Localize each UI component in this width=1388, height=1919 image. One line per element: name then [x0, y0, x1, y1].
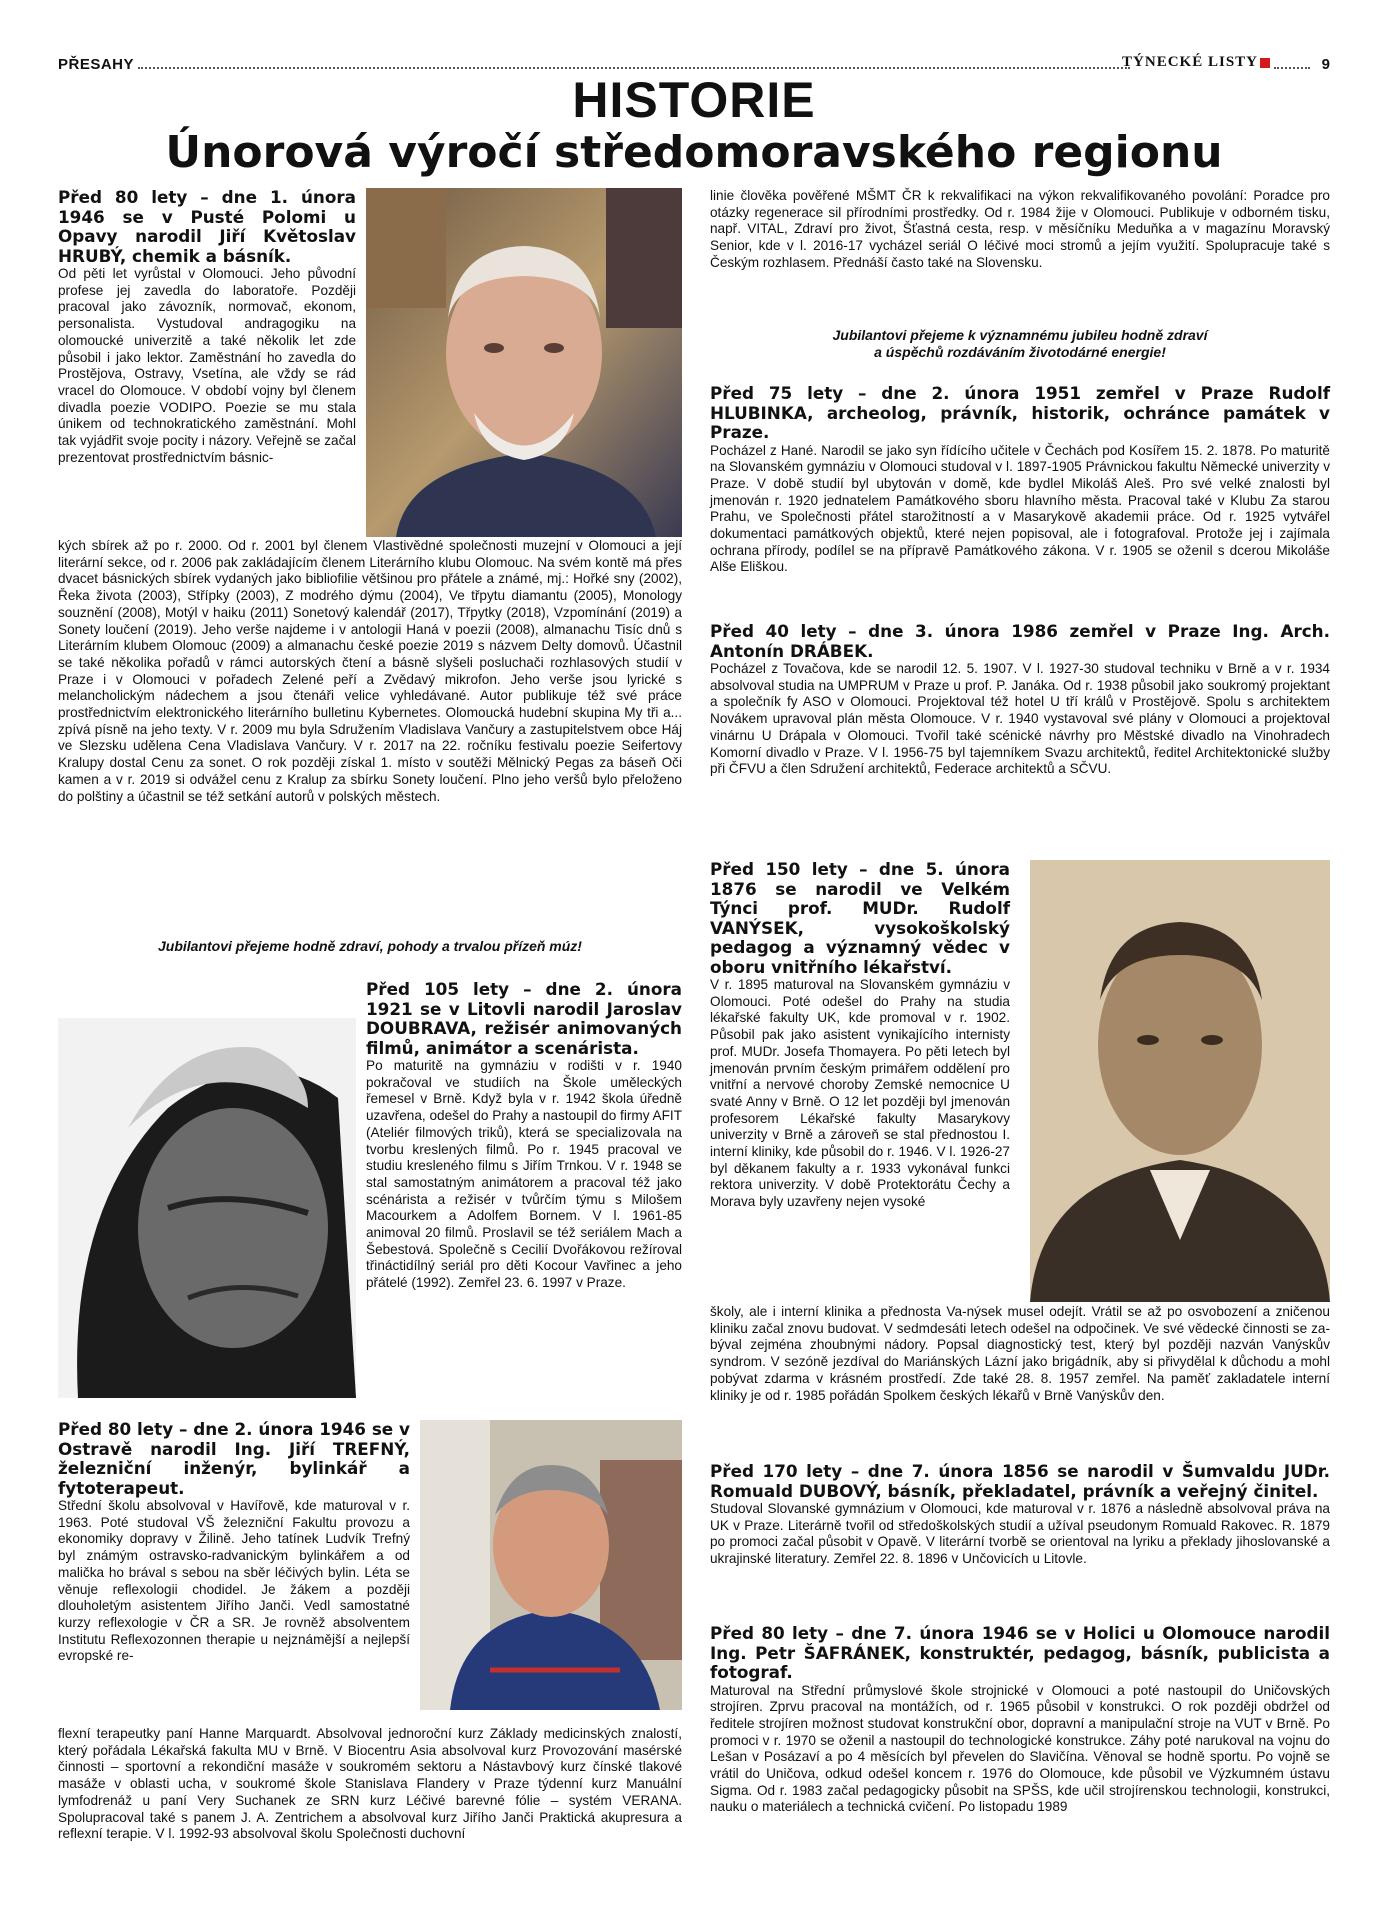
- article-hruby-wish: Jubilantovi přejeme hodně zdraví, pohody a trvalou přízeň múz!: [158, 938, 582, 954]
- article-hruby-intro: [58, 188, 356, 466]
- article-drabek-lead: Před 40 lety – dne 3. února 1986 zemřel v Praze Ing. Arch. Antonín DRÁBEK.: [710, 621, 1330, 661]
- article-vanysek-intro: [710, 860, 1010, 1211]
- article-hruby-lead: Před 80 lety – dne 1. února 1946 se v Pusté Polomi u Opavy narodil Jiří Květoslav HRUBÝ, chemik a básník.: [58, 187, 356, 266]
- article-hlubinka: [710, 384, 1330, 576]
- article-drabek-body: Pocházel z Tovačova, kde se narodil 12. 5. 1907. V l. 1927-30 studoval techniku v Brně a v r. 1934 absolvoval studia na UMPRUM v Praze u prof. P. Janáka. Od r. 1938 působil jako soukromý projektant a společník fy ASO v Olomouci. Projektoval též hotel U tří králů v Prostějově. Spolu s architektem Novákem upravoval plán města Olomouce. V r. 1940 vystavoval své plány v Olomouci a projektoval vinárnu U Drápala v Olomouci. Tvořil také scénické návrhy pro Městské divadlo na Vinohradech Komorní divadlo v Praze. V l. 1956-75 byl tajemníkem Svazu architektů, ředitel Architektonické služby při ČFVU a člen Sdružení architektů, Federace architektů a SČVU.: [710, 661, 1330, 777]
- portrait-hruby: [366, 188, 682, 537]
- wish-line-2: a úspěchů rozdáváním životodárné energie!: [874, 344, 1166, 360]
- article-drabek: [710, 622, 1330, 778]
- header-rule: [138, 67, 1130, 69]
- wish-line-1: Jubilantovi přejeme k významnému jubileu hodně zdraví: [832, 327, 1208, 343]
- article-safranek: [710, 1624, 1330, 1816]
- portrait-trefny: [420, 1420, 682, 1710]
- article-trefny-intro: [58, 1420, 410, 1665]
- article-trefny-body-wide: flexní terapeutky paní Hanne Marquardt. Absolvoval jednoroční kurz Základy medicinských znalostí, který pořádala Lékařská fakulta MU v Brně. V Biocentru Asia absolvoval kurz Provozování masérské činnosti – sportovní a rekondiční masáže v soukromém sektoru a Nástavbový kurz čínské tlakové masáže v oblasti ucha, v soukromé škole Stanislava Flandery v Praze týdenní kurz Manuální lymfodrenáž u paní Very Suchanek ze SRN kurz Léčivé barevné fólie – systém VERANA. Spolupracoval také s panem J. A. Zentrichem a absolvoval kurz Jiřího Janči Praktická akupresura a reflexní terapie. V l. 1992-93 absolvoval školu Společnosti duchovní: [58, 1726, 682, 1842]
- article-dubovy-lead: Před 170 lety – dne 7. února 1856 se narodil v Šumvaldu JUDr. Romuald DUBOVÝ, básník, překladatel, právník a veřejný činitel.: [710, 1461, 1330, 1501]
- article-vanysek-lead: Před 150 lety – dne 5. února 1876 se narodil ve Velkém Týnci prof. MUDr. Rudolf VANÝSEK, vysokoškolský pedagog a významný vědec v oboru vnitřního lékařství.: [710, 859, 1010, 977]
- section-label: PŘESAHY: [58, 56, 135, 73]
- article-hruby-body-wide: kých sbírek až po r. 2000. Od r. 2001 byl členem Vlastivědné společnosti muzejní v Olomouci a její literární sekce, od r. 2006 pak zakládajícím členem Literárního klubu Olomouc. Na svém kontě má přes dvacet básnických sbírek vydaných jako bibliofilie většinou pro přátele a známé, mj.: Hořké sny (2002), Řeka života (2003), Střípky (2003), Z modrého dýmu (2004), Ve třpytu diamantu (2005), Monology souznění (2008), Motýl v haiku (2011) Sonetový kalendář (2017), Třpytky (2018), Vzpomínání (2019) a Sonety loučení (2019). Jeho verše najdeme i v antologii Haná v poezii (2008), almanachu Tisíc dnů s Literárním klubem Olomouc (2009) a almanachu české poezie 2019 s názvem Delty domovů. Účastnil se také několika pořadů v rámci autorských čtení a básně slyšeli posluchači rozhlasových studií v Praze i v Olomouci v pořadech Zelené peří a Zvědavý mikrofon. Jeho verše jsou lyrické s melancholickým nádechem a jsou čtenáři velice vyhledávané. Autor publikuje též své práce prostřednictvím elektronického literárního bulletinu Kybernetes. Olomoucká hudební skupina My tři a... zpívá písně na jeho texty. V r. 2009 mu byla Sdružením Vladislava Vančury a zastupitelstvem obce Háj ve Slezsku udělena Cena Vladislava Vančury. V r. 2017 na 22. ročníku festivalu poezie Seifertovy Kralupy dostal Cenu za sonet. O rok později získal 1. místo v soutěži Mělnický Pegas za báseň Oči kamen a v r. 2019 si odvážel cenu z Kralup za sbírku Sonety loučení. Plno jeho veršů bylo přeloženo do polštiny a účastnil se též setkání autorů v polských městech.: [58, 538, 682, 804]
- article-trefny-continued: [58, 1726, 682, 1843]
- portrait-doubrava: [58, 978, 356, 1398]
- article-vanysek-continued: [710, 1304, 1330, 1404]
- article-safranek-lead: Před 80 lety – dne 7. února 1946 se v Holici u Olomouce narodil Ing. Petr ŠAFRÁNEK, konstruktér, pedagog, básník, publicista a fotograf.: [710, 1623, 1330, 1682]
- header-rule-right: [1274, 67, 1310, 69]
- article-doubrava-body: Po maturitě na gymnáziu v rodišti v r. 1940 pokračoval ve studiích na Škole uměleckých řemesel v Brně. Když byla v r. 1942 škola úředně uzavřena, odešel do Prahy a nastoupil do firmy AFIT (Ateliér filmových triků), která se specializovala na tvorbu kreslených filmů. Po r. 1945 pracoval ve studiu kresleného filmu s Jiřím Trnkou. V r. 1948 se stal samostatným animátorem a pracoval též jako scénárista a režisér v tvůrčím týmu s Milošem Macourkem a Adolfem Bornem. V l. 1961-85 animoval 20 filmů. Proslavil se též seriálem Mach a Šebestová. Společně s Cecilií Dvořákovou režíroval třináctidílný seriál pro děti Kocour Vavřinec a jeho přátelé (1992). Zemřel 23. 6. 1997 v Praze.: [366, 1058, 682, 1291]
- page-subtitle: Únorová výročí středomoravského regionu: [165, 127, 1223, 178]
- article-vanysek-body-wide: školy, ale i interní klinika a přednosta Va-nýsek musel odejít. Vrátil se až po osvobození a zničenou kliniku začal znovu budovat. V sedmdesáti letech odešel na odpočinek. Ve své vědecké činnosti se za-býval zejména zhoubnými nádory. Popsal diagnostický test, který byl později nazván Vanýskův syndrom. V sezóně jezdíval do Mariánských Lázní jako brigádník, aby si přivydělal k důchodu a mohl pobývat zdarma v krásném prostředí. Zde také 28. 8. 1957 zemřel. Na paměť zakladatele interní kliniky je od r. 1985 pořádán Spolkem českých lékařů v Brně Vanýskův den.: [710, 1304, 1330, 1403]
- article-hruby-body-narrow: Od pěti let vyrůstal v Olomouci. Jeho původní profese jej zavedla do laboratoře. Později pracoval jako závozník, normovač, ekonom, personalista. Vystudoval andragogiku na olomoucké univerzitě a také několik let zde působil i jako lektor. Zaměstnání ho zavedla do Prostějova, Ostravy, Vsetína, ale vždy se rád vracel do Olomouce. V období vojny byl členem divadla poezie VODIPO. Poezie se mu stala únikem od technokratického zaměstnání. Mohl tak vyjádřit svoje pocity i názory. Veřejně se začal prezentovat prostřednictvím básnic-: [58, 266, 356, 465]
- article-hruby-continued: [58, 538, 682, 805]
- newspaper-brand: TÝNECKÉ LISTY: [1122, 54, 1258, 70]
- article-trefny-cont-body: linie člověka pověřené MŠMT ČR k rekvalifikaci na výkon rekvalifikovaného povolání: Poradce pro otázky regenerace sil přírodními prostředky. Od r. 1984 žije v Olomouci. Publikuje v odborném tisku, např. VITAL, Zdraví pro život, Šťastná cesta, resp. v měsíčníku Meduňka a v magazínu Moravský Senior, kde v l. 2016-17 vycházel seriál O léčivé moci stromů a jejím využití. Spolupracuje také s Českým rozhlasem. Přednáší často také na Slovensku.: [710, 188, 1330, 270]
- article-doubrava: [366, 980, 682, 1292]
- article-vanysek-body-narrow: V r. 1895 maturoval na Slovanském gymnáziu v Olomouci. Poté odešel do Prahy na studia lékařské fakulty UK, kde promoval v r. 1902. Působil pak jako asistent vynikajícího internisty prof. MUDr. Josefa Thomayera. Po pěti letech byl jmenován prvním českým primářem oddělení pro vnitřní a nervové choroby Zemské nemocnice U svaté Anny v Brně. O 12 let později byl jmenován profesorem Lékařské fakulty Masarykovy univerzity v Brně a zároveň se stal přednostou I. interní kliniky, kde působil do r. 1946. V l. 1926-27 byl děkanem fakulty a r. 1933 vykonával funkci rektora univerzity. V době Protektorátu Čechy a Morava byly uzavřeny nejen vysoké: [710, 977, 1010, 1210]
- page-number: 9: [1321, 56, 1330, 73]
- article-trefny-tail: [710, 188, 1330, 272]
- brand-logo-icon: [1260, 58, 1270, 68]
- article-safranek-body: Maturoval na Střední průmyslové škole strojnické v Olomouci a poté nastoupil do Uničovských strojíren. Zprvu pracoval na montážích, od r. 1965 působil v konstrukci. O rok později obdržel od ředitele strojíren možnost studovat konstrukční obor, dopravní a manipulační stroje na VUT v Brně. Po promoci v r. 1970 se oženil a nastoupil do technologické konstrukce. Záhy poté narukoval na vojnu do Lešan v Posázaví a po 4 měsících byl převelen do Slavičína. Věnoval se hodně sportu. Po vojně se vrátil do Uničova, odkud odešel koncem r. 1976 do Olomouce, kde působil ve Výzkumném ústavu Sigma. Od r. 1983 začal pedagogicky působit na SPŠS, kde učil strojírenskou technologii, konstrukci, nauku o materiálech a technická cvičení. Po listopadu 1989: [710, 1682, 1330, 1815]
- portrait-vanysek: [1030, 860, 1330, 1302]
- article-trefny-body-narrow: Střední školu absolvoval v Havířově, kde maturoval v r. 1963. Poté studoval VŠ železniční Fakultu provozu a ekonomiky dopravy v Žilině. Jeho tatínek Ludvík Trefný byl známým ostravsko-radvanickým bylinkářem a od malička ho brával s sebou na sběr léčivých bylin. Léta se věnuje reflexologii chodidel. Je žákem a později dlouholetým asistentem Jiřího Janči. Vedl samostatné kurzy reflexologie v ČR a SR. Je rovněž absolventem Institutu Reflexozonnen therapie u nejznámější a nejlepší evropské re-: [58, 1498, 410, 1664]
- article-trefny-lead: Před 80 lety – dne 2. února 1946 se v Ostravě narodil Ing. Jiří TREFNÝ, železniční inženýr, bylinkář a fytoterapeut.: [58, 1419, 410, 1498]
- article-dubovy: [710, 1462, 1330, 1568]
- page-title: HISTORIE: [572, 72, 816, 128]
- article-doubrava-lead: Před 105 lety – dne 2. února 1921 se v Litovli narodil Jaroslav DOUBRAVA, režisér animovaných filmů, animátor a scenárista.: [366, 979, 682, 1058]
- article-dubovy-body: Studoval Slovanské gymnázium v Olomouci, kde maturoval v r. 1876 a následně absolvoval práva na UK v Praze. Literárně tvořil od středoškolských studií a užíval pseudonym Romuald Rakovec. R. 1879 po promoci začal působit v Opavě. V literární tvorbě se orientoval na lyriku a překlady jihoslovanské a ukrajinské literatury. Zemřel 22. 8. 1896 v Unčovicích u Litovle.: [710, 1501, 1330, 1567]
- article-trefny-wish: [710, 327, 1330, 361]
- article-hlubinka-lead: Před 75 lety – dne 2. února 1951 zemřel v Praze Rudolf HLUBINKA, archeolog, právník, historik, ochránce památek v Praze.: [710, 383, 1330, 442]
- article-hlubinka-body: Pocházel z Hané. Narodil se jako syn řídícího učitele v Čechách pod Kosířem 15. 2. 1878. Po maturitě na Slovanském gymnáziu v Olomouci studoval v l. 1897-1905 Právnickou fakultu Německé univerzity v Praze. V době studií byl ubytován v domě, kde bydlel Mikoláš Aleš. Pro své velké znalosti byl jmenován r. 1920 jednatelem Památkového sboru hlavního města. Pracoval také v Klubu Za starou Prahu, ve Společnosti přátel starožitností a v Masarykově akademii práce. Od r. 1925 vytvářel dokumentaci památkových objektů, které nejen popisoval, ale i fotografoval. Protože jej i zajímala ochrana přírody, podílel se na přípravě Památkového zákona. V r. 1905 se oženil s dcerou Mikoláše Alše Eliškou.: [710, 442, 1330, 575]
